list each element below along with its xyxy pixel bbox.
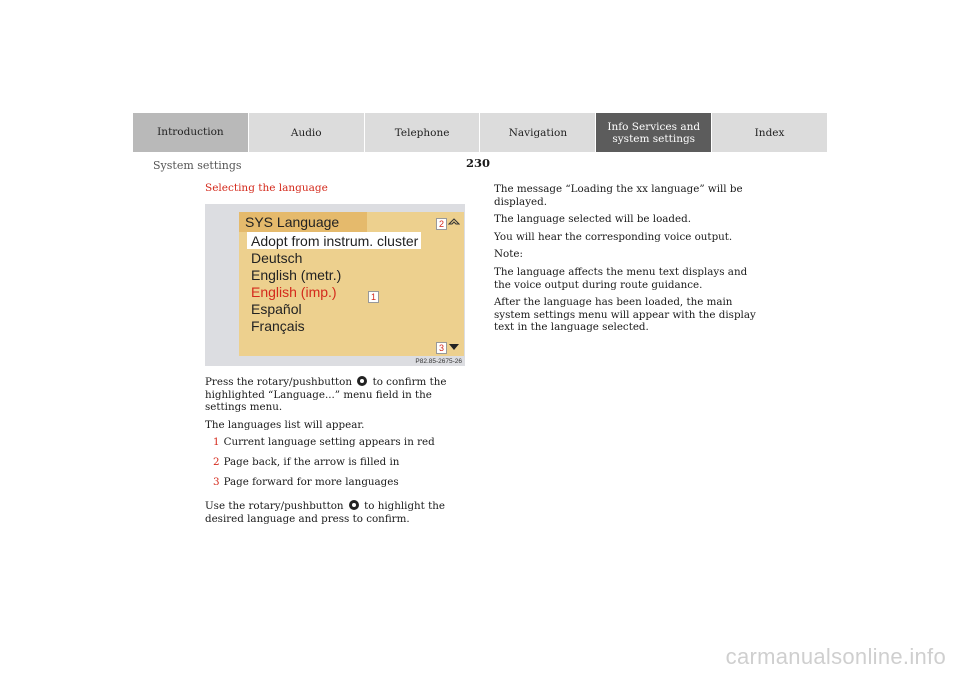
marker-1: 1 [368,291,379,303]
list-text: Page forward for more languages [223,475,399,488]
figure-code: P82.85-2675-26 [415,358,462,365]
paragraph-confirm [205,376,470,414]
arrow-down-filled-icon [448,342,460,352]
heading: Selecting the language [205,182,328,194]
paragraph-language-loaded: The language selected will be loaded. [494,213,691,226]
chapter-tabs [133,113,827,152]
list-item [205,456,470,469]
note-label: Note: [494,248,523,261]
screen-title: SYS Language [245,214,340,230]
paragraph-highlight [205,500,470,525]
menu-item-espanol: Español [251,301,302,317]
list-number: 1 [213,436,220,449]
page-number: 230 [466,156,491,170]
language-menu-screen [239,212,464,356]
paragraph-loading-message: The message “Loading the xx language” will be displayed. [494,183,743,208]
tab-info-services[interactable]: Info Services and system settings [596,113,712,152]
tab-audio[interactable]: Audio [249,113,365,152]
paragraph-voice-output: You will hear the corresponding voice output. [494,230,733,243]
tab-navigation[interactable]: Navigation [480,113,596,152]
paragraph-text: to confirm the highlighted “Language...” menu field in the settings menu. [205,376,447,414]
paragraph-main-menu: After the language has been loaded, the main system settings menu will appear with the display text in the language selected. [494,296,756,334]
watermark: carmanualsonline.info [725,644,946,669]
paragraph-text: Use the rotary/pushbutton [205,500,344,513]
menu-item-francais: Français [251,318,305,334]
rotary-pushbutton-icon [357,376,367,386]
tab-introduction[interactable]: Introduction [133,113,249,152]
menu-item-adopt: Adopt from instrum. cluster [251,233,419,249]
paragraph-note: The language affects the menu text displays and the voice output during route guidance. [494,265,748,291]
screen-figure [205,204,465,366]
tab-telephone[interactable]: Telephone [365,113,481,152]
list-item [205,436,470,449]
list-text: Page back, if the arrow is filled in [223,455,400,468]
menu-item-english-imp: English (imp.) [251,284,337,300]
rotary-pushbutton-icon [349,500,359,510]
list-item [205,476,470,489]
section-title: System settings [153,159,242,172]
list-number: 3 [213,475,220,488]
tab-index[interactable]: Index [712,113,827,152]
paragraph-text: to highlight the desired language and press to confirm. [205,500,445,525]
arrow-up-outline-icon [448,217,460,227]
marker-3: 3 [436,342,447,354]
menu-item-english-metr: English (metr.) [251,267,342,283]
list-text: Current language setting appears in red [223,436,435,449]
marker-2: 2 [436,218,447,230]
paragraph-list-appears: The languages list will appear. [205,418,365,431]
right-column [494,183,759,339]
paragraph-text: Press the rotary/pushbutton [205,376,352,388]
menu-item-deutsch: Deutsch [251,250,303,266]
list-number: 2 [213,455,220,468]
left-column [205,376,470,530]
